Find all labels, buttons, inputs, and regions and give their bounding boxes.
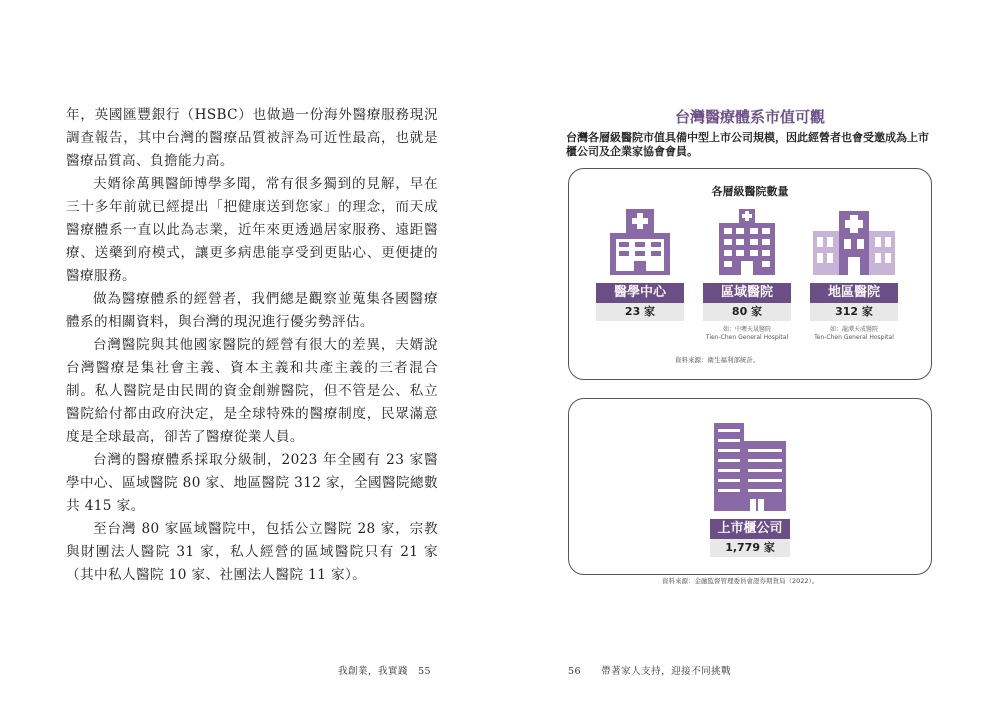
listed-companies (705, 421, 795, 557)
hospital-level-district (809, 207, 899, 342)
district-hospital-building-icon (809, 207, 899, 277)
level-count: 80 家 (703, 303, 791, 321)
example-caption: 如：龍潭天成醫院 Ten-Chen General Hospital (814, 326, 894, 341)
card-heading: 各層級醫院數量 (711, 185, 789, 198)
example-caption: 如：中壢天晟醫院 Tien-Chen General Hospital (705, 326, 789, 341)
infographic-title: 台灣醫療體系市值可觀 (674, 108, 825, 126)
listed-company-building-icon (705, 421, 795, 513)
hospital-level-regional (702, 207, 792, 342)
paragraph: 至台灣 80 家區域醫院中，包括公立醫院 28 家，宗教與財團法人醫院 31 家，私人經營的區域醫院只有 21 家（其中私人醫院 10 家、社團法人醫院 11 家）。 (66, 521, 438, 583)
level-count: 312 家 (810, 303, 898, 321)
source-note: 資料來源：金融監督管理委員會證券期貨局（2022）。 (662, 577, 819, 585)
paragraph: 年，英國匯豐銀行（HSBC）也做過一份海外醫療服務現況調查報告，其中台灣的醫療品質被評為可近性最高，也就是醫療品質高、負擔能力高。 (66, 107, 438, 169)
paragraph: 台灣的醫療體系採取分級制，2023 年全國有 23 家醫學中心、區域醫院 80 家、地區醫院 312 家，全國醫院總數共 415 家。 (66, 452, 438, 514)
level-label: 地區醫院 (810, 283, 898, 303)
paragraph: 夫婿徐萬興醫師博學多聞，常有很多獨到的見解，早在三十多年前就已經提出「把健康送到您家」的理念，而天成醫療體系一直以此為志業，近年來更透過居家服務、遠距醫療、送藥到府模式，讓更多病患能享受到更貼心、更便捷的醫療服務。 (66, 176, 438, 284)
infographic-subtitle: 台灣各層級醫院市值具備中型上市公司規模，因此經營者也會受邀成為上市櫃公司及企業家協會會員。 (566, 131, 929, 158)
level-label: 區域醫院 (703, 283, 791, 303)
paragraph: 做為醫療體系的經營者，我們總是觀察並蒐集各國醫療體系的相關資料，與台灣的現況進行優劣勢評估。 (66, 291, 438, 330)
paragraph: 台灣醫院與其他國家醫院的經營有很大的差異，夫婿說台灣醫療是集社會主義、資本主義和共產主義的三者混合制。私人醫院是由民間的資金創辦醫院，但不管是公、私立醫院給付都由政府決定，是全球特殊的醫療制度，民眾滿意度是全球最高，卻苦了醫療從業人員。 (66, 337, 438, 445)
company-label: 上市櫃公司 (710, 519, 790, 539)
hospital-level-medical-center (595, 207, 685, 321)
right-page-footer: 56 帶著家人支持，迎接不同挑戰 (568, 666, 732, 677)
level-count: 23 家 (596, 303, 684, 321)
hospital-levels-card (568, 168, 932, 380)
level-label: 醫學中心 (596, 283, 684, 303)
left-page-footer: 我創業，我實踐 55 (338, 666, 432, 677)
medical-center-building-icon (595, 207, 685, 277)
regional-hospital-building-icon (702, 207, 792, 277)
left-page-body (66, 104, 438, 587)
listed-companies-card (568, 398, 932, 575)
source-note: 資料來源：衛生福利部統計。 (675, 356, 760, 364)
company-count: 1,779 家 (710, 539, 790, 557)
